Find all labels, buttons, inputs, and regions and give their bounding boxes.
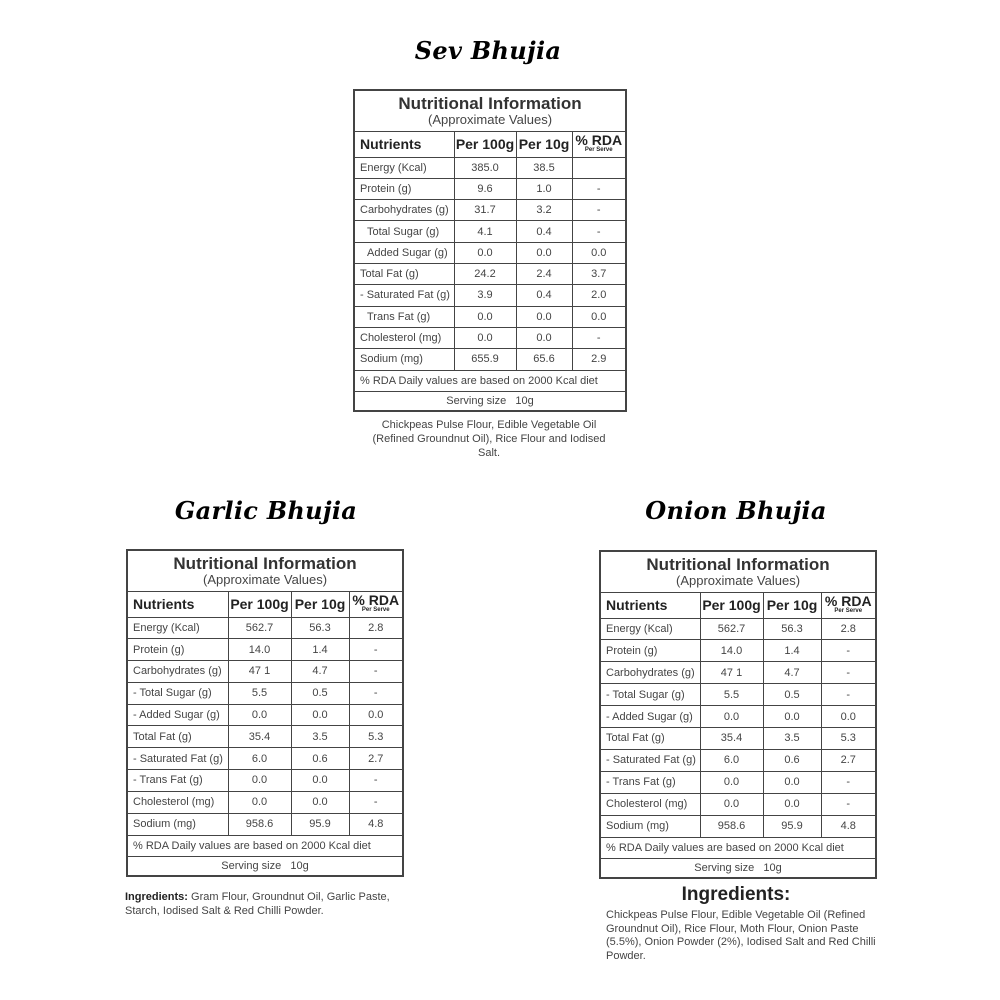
nutrient-name: Total Fat (g) — [127, 726, 228, 748]
table-title-cell — [600, 551, 876, 592]
table-title: Nutritional Information — [398, 94, 582, 114]
rda-value: - — [572, 327, 626, 348]
per100g-value: 0.0 — [228, 791, 291, 813]
per10g-value: 1.4 — [291, 639, 349, 661]
nutrient-name: - Added Sugar (g) — [600, 706, 700, 728]
table-row — [354, 157, 626, 178]
per100g-value: 24.2 — [454, 263, 516, 284]
table-row — [600, 815, 876, 837]
nutrient-name: Energy (Kcal) — [354, 157, 454, 178]
rda-value: 5.3 — [349, 726, 403, 748]
nutrient-name: - Added Sugar (g) — [127, 704, 228, 726]
rda-value: 2.8 — [349, 617, 403, 639]
col-header-nutrients: Nutrients — [354, 131, 454, 157]
per10g-value: 0.0 — [291, 770, 349, 792]
rda-value: 0.0 — [349, 704, 403, 726]
per10g-value: 0.0 — [516, 242, 572, 263]
rda-value: 5.3 — [821, 727, 876, 749]
per10g-value: 4.7 — [763, 662, 821, 684]
per100g-value: 5.5 — [228, 682, 291, 704]
per100g-value: 3.9 — [454, 285, 516, 306]
table-title: Nutritional Information — [173, 554, 357, 574]
rda-value: 0.0 — [572, 242, 626, 263]
table-row — [600, 793, 876, 815]
per10g-value: 3.5 — [291, 726, 349, 748]
nutrient-name: Cholesterol (mg) — [127, 791, 228, 813]
per100g-value: 6.0 — [700, 749, 763, 771]
per100g-value: 958.6 — [228, 813, 291, 835]
per10g-value: 2.4 — [516, 263, 572, 284]
col-header-nutrients: Nutrients — [600, 592, 700, 618]
per10g-value: 0.0 — [763, 793, 821, 815]
table-subtitle: (Approximate Values) — [202, 572, 328, 588]
per100g-value: 655.9 — [454, 349, 516, 370]
nutrient-name: - Saturated Fat (g) — [127, 748, 228, 770]
rda-value: 2.7 — [349, 748, 403, 770]
rda-label: % RDA — [352, 592, 400, 608]
per100g-value: 47 1 — [700, 662, 763, 684]
ingredients-text: Gram Flour, Groundnut Oil, Garlic Paste, Starch, Iodised Salt & Red Chilli Powder. — [125, 891, 390, 917]
table-row — [354, 306, 626, 327]
nutrient-name: Sodium (mg) — [354, 349, 454, 370]
table-row — [127, 661, 403, 683]
rda-value: 2.8 — [821, 618, 876, 640]
nutrient-name: - Trans Fat (g) — [600, 771, 700, 793]
table-row — [127, 639, 403, 661]
nutrient-name: Cholesterol (mg) — [354, 327, 454, 348]
per10g-value: 3.5 — [763, 727, 821, 749]
rda-value: - — [349, 639, 403, 661]
rda-value: - — [821, 640, 876, 662]
per10g-value: 56.3 — [291, 617, 349, 639]
per100g-value: 6.0 — [228, 748, 291, 770]
rda-sublabel: Per Serve — [834, 608, 863, 614]
table-row — [354, 349, 626, 370]
rda-value: - — [572, 178, 626, 199]
rda-label: % RDA — [575, 132, 623, 148]
rda-sublabel: Per Serve — [361, 607, 390, 613]
per10g-value: 38.5 — [516, 157, 572, 178]
per10g-value: 0.4 — [516, 285, 572, 306]
table-row — [600, 684, 876, 706]
rda-value: 2.9 — [572, 349, 626, 370]
table-row — [127, 748, 403, 770]
nutrient-name: Sodium (mg) — [127, 813, 228, 835]
per10g-value: 0.6 — [763, 749, 821, 771]
table-row — [354, 200, 626, 221]
per100g-value: 14.0 — [228, 639, 291, 661]
col-header-per10g: Per 10g — [291, 591, 349, 617]
rda-value: 4.8 — [821, 815, 876, 837]
col-header-per10g: Per 10g — [763, 592, 821, 618]
per10g-value: 0.0 — [291, 791, 349, 813]
onion-ingredients: Chickpeas Pulse Flour, Edible Vegetable Oil (Refined Groundnut Oil), Rice Flour, Moth Flour, Onion Paste (5.5%), Onion Powder (2%), Iodised Salt and Red Chilli Powder. — [606, 909, 876, 962]
table-row — [600, 727, 876, 749]
rda-value: - — [572, 200, 626, 221]
garlic-ingredients — [125, 890, 395, 918]
nutrient-name: Protein (g) — [600, 640, 700, 662]
garlic-nutrition-table — [126, 549, 404, 877]
table-row — [600, 662, 876, 684]
per10g-value: 0.0 — [763, 771, 821, 793]
per100g-value: 562.7 — [700, 618, 763, 640]
table-row — [600, 618, 876, 640]
per100g-value: 0.0 — [454, 306, 516, 327]
per100g-value: 0.0 — [228, 704, 291, 726]
onion-ingredients-heading: Ingredients: — [681, 884, 791, 905]
rda-value: 4.8 — [349, 813, 403, 835]
nutrient-name: Trans Fat (g) — [354, 306, 454, 327]
per100g-value: 562.7 — [228, 617, 291, 639]
nutrient-name: Cholesterol (mg) — [600, 793, 700, 815]
rda-note: % RDA Daily values are based on 2000 Kcal diet — [600, 837, 876, 858]
per10g-value: 0.0 — [291, 704, 349, 726]
per10g-value: 0.0 — [516, 327, 572, 348]
table-row — [127, 770, 403, 792]
per100g-value: 47 1 — [228, 661, 291, 683]
rda-sublabel: Per Serve — [584, 147, 613, 153]
table-row — [127, 682, 403, 704]
rda-value: - — [349, 770, 403, 792]
rda-value: - — [349, 791, 403, 813]
serving-size: Serving size 10g — [354, 391, 626, 411]
per10g-value: 1.0 — [516, 178, 572, 199]
rda-value: - — [821, 662, 876, 684]
nutrient-name: Added Sugar (g) — [354, 242, 454, 263]
rda-value: - — [821, 684, 876, 706]
garlic-bhujia-title: Garlic Bhujia — [174, 496, 358, 525]
rda-value: 2.7 — [821, 749, 876, 771]
per10g-value: 0.6 — [291, 748, 349, 770]
rda-value: 0.0 — [572, 306, 626, 327]
nutrient-name: Energy (Kcal) — [600, 618, 700, 640]
col-header-nutrients: Nutrients — [127, 591, 228, 617]
ingredients-label: Ingredients: — [125, 891, 188, 903]
table-title: Nutritional Information — [646, 555, 830, 575]
rda-value: 2.0 — [572, 285, 626, 306]
table-row — [600, 640, 876, 662]
rda-value: 3.7 — [572, 263, 626, 284]
per10g-value: 95.9 — [291, 813, 349, 835]
col-header-rda — [349, 591, 403, 617]
rda-note: % RDA Daily values are based on 2000 Kcal diet — [354, 370, 626, 391]
nutrient-name: Energy (Kcal) — [127, 617, 228, 639]
per10g-value: 0.0 — [763, 706, 821, 728]
col-header-per100g: Per 100g — [228, 591, 291, 617]
per10g-value: 3.2 — [516, 200, 572, 221]
nutrient-name: - Total Sugar (g) — [127, 682, 228, 704]
nutrient-name: Protein (g) — [354, 178, 454, 199]
per10g-value: 0.5 — [291, 682, 349, 704]
rda-label: % RDA — [824, 593, 872, 609]
table-row — [600, 749, 876, 771]
per100g-value: 9.6 — [454, 178, 516, 199]
col-header-per10g: Per 10g — [516, 131, 572, 157]
per100g-value: 35.4 — [700, 727, 763, 749]
per100g-value: 0.0 — [700, 771, 763, 793]
table-row — [127, 813, 403, 835]
nutrient-name: - Total Sugar (g) — [600, 684, 700, 706]
per100g-value: 5.5 — [700, 684, 763, 706]
per100g-value: 0.0 — [228, 770, 291, 792]
per100g-value: 0.0 — [700, 706, 763, 728]
table-row — [600, 706, 876, 728]
serving-size: Serving size 10g — [600, 858, 876, 878]
nutrient-name: - Saturated Fat (g) — [354, 285, 454, 306]
sev-bhujia-title: Sev Bhujia — [414, 36, 562, 65]
table-row — [354, 178, 626, 199]
nutrient-name: - Trans Fat (g) — [127, 770, 228, 792]
table-row — [354, 285, 626, 306]
table-row — [354, 263, 626, 284]
table-subtitle: (Approximate Values) — [675, 573, 801, 589]
per100g-value: 0.0 — [454, 327, 516, 348]
nutrient-name: - Saturated Fat (g) — [600, 749, 700, 771]
nutrient-name: Total Fat (g) — [354, 263, 454, 284]
rda-value: 0.0 — [821, 706, 876, 728]
per100g-value: 0.0 — [700, 793, 763, 815]
table-title-cell — [127, 550, 403, 591]
table-subtitle: (Approximate Values) — [427, 112, 553, 128]
nutrient-name: Carbohydrates (g) — [600, 662, 700, 684]
per100g-value: 31.7 — [454, 200, 516, 221]
per100g-value: 0.0 — [454, 242, 516, 263]
rda-value: - — [821, 793, 876, 815]
rda-value: - — [349, 682, 403, 704]
per10g-value: 4.7 — [291, 661, 349, 683]
table-row — [127, 704, 403, 726]
per100g-value: 385.0 — [454, 157, 516, 178]
col-header-per100g: Per 100g — [454, 131, 516, 157]
per10g-value: 65.6 — [516, 349, 572, 370]
col-header-rda — [572, 131, 626, 157]
per100g-value: 958.6 — [700, 815, 763, 837]
rda-value: - — [572, 221, 626, 242]
per10g-value: 1.4 — [763, 640, 821, 662]
table-row — [127, 726, 403, 748]
rda-value: - — [349, 661, 403, 683]
table-row — [354, 327, 626, 348]
per100g-value: 4.1 — [454, 221, 516, 242]
rda-value — [572, 157, 626, 178]
nutrient-name: Total Fat (g) — [600, 727, 700, 749]
col-header-per100g: Per 100g — [700, 592, 763, 618]
per10g-value: 56.3 — [763, 618, 821, 640]
onion-nutrition-table — [599, 550, 877, 879]
per100g-value: 14.0 — [700, 640, 763, 662]
per10g-value: 0.4 — [516, 221, 572, 242]
per10g-value: 0.0 — [516, 306, 572, 327]
nutrient-name: Protein (g) — [127, 639, 228, 661]
sev-nutrition-table — [353, 89, 627, 412]
rda-note: % RDA Daily values are based on 2000 Kcal diet — [127, 835, 403, 856]
table-row — [600, 771, 876, 793]
nutrient-name: Carbohydrates (g) — [127, 661, 228, 683]
sev-ingredients: Chickpeas Pulse Flour, Edible Vegetable Oil (Refined Groundnut Oil), Rice Flour and Iodised Salt. — [372, 419, 606, 459]
table-row — [127, 791, 403, 813]
table-row — [354, 221, 626, 242]
nutrient-name: Sodium (mg) — [600, 815, 700, 837]
per10g-value: 0.5 — [763, 684, 821, 706]
col-header-rda — [821, 592, 876, 618]
per10g-value: 95.9 — [763, 815, 821, 837]
table-row — [127, 617, 403, 639]
table-row — [354, 242, 626, 263]
nutrient-name: Carbohydrates (g) — [354, 200, 454, 221]
onion-bhujia-title: Onion Bhujia — [645, 496, 827, 525]
table-title-cell — [354, 90, 626, 131]
per100g-value: 35.4 — [228, 726, 291, 748]
nutrient-name: Total Sugar (g) — [354, 221, 454, 242]
serving-size: Serving size 10g — [127, 856, 403, 876]
rda-value: - — [821, 771, 876, 793]
